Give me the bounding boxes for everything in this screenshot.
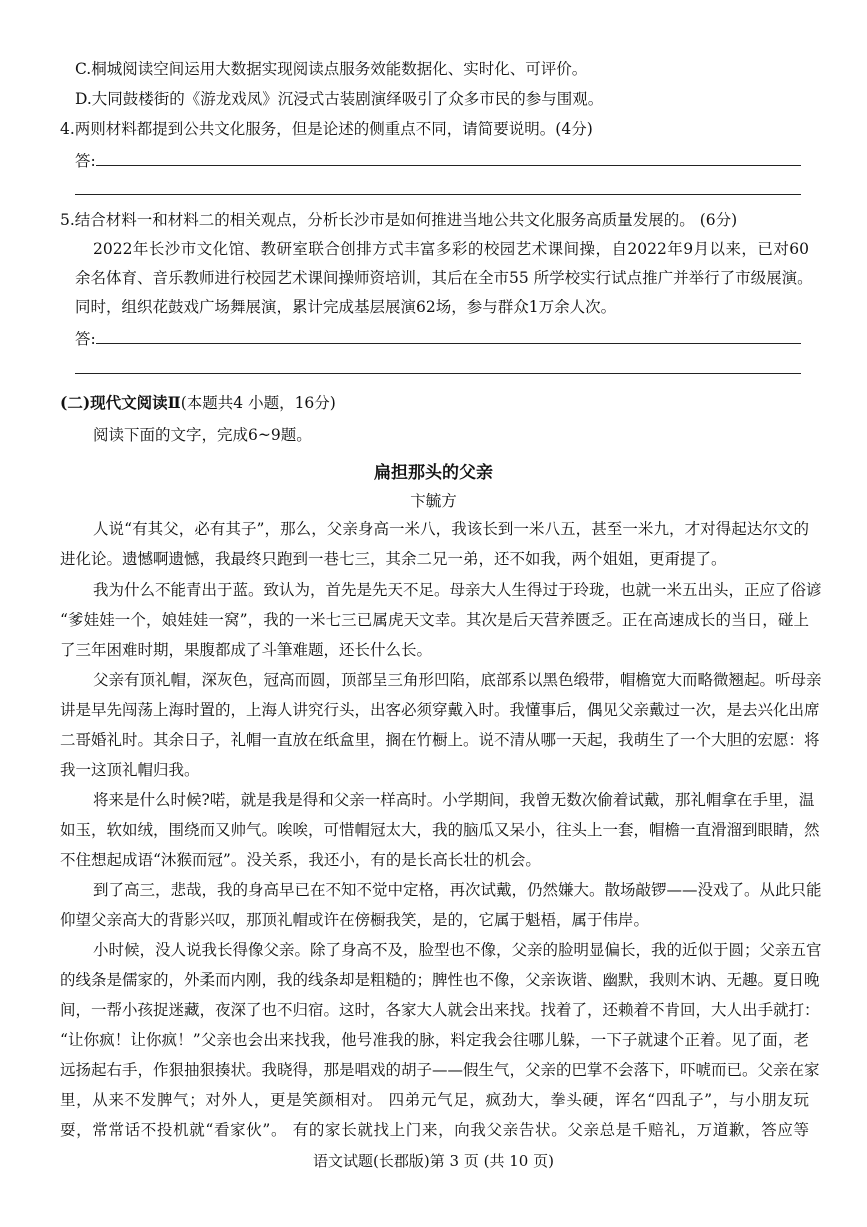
q5-material-line: 2022年长沙市文化馆、教研室联合创排方式丰富多彩的校园艺术课间操，自2022年9月以来，已对60 bbox=[93, 240, 809, 258]
article-line: 了三年困难时期，果腹都成了斗筆难题，还长什么长。 bbox=[60, 641, 433, 659]
question-5: 5.结合材料一和材料二的相关观点，分析长沙市是如何推进当地公共文化服务高质量发展的。 (6分) bbox=[60, 211, 738, 229]
article-line: 的线条是儒家的，外柔而内刚，我的线条却是粗糙的；脾性也不像，父亲诙谐、幽默，我则木讷、无趣。夏日晚 bbox=[60, 971, 820, 989]
article-line: 我一这顶礼帽归我。 bbox=[60, 761, 200, 779]
article-title: 扁担那头的父亲 bbox=[374, 463, 493, 483]
q5-answer-label: 答: bbox=[75, 330, 96, 348]
option-d: D.大同鼓楼街的《游龙戏凤》沉浸式古装剧演绎吸引了众多市民的参与围观。 bbox=[75, 90, 604, 108]
option-c: C.桐城阅读空间运用大数据实现阅读点服务效能数据化、实时化、可评价。 bbox=[75, 60, 588, 78]
article-line: 耍，常常话不投机就“看家伙”。 有的家长就找上门来，向我父亲告状。父亲总是千赔礼，万道歉，答应等 bbox=[60, 1121, 809, 1139]
article-line: “爹娃娃一个，娘娃娃一窝”，我的一米七三已属虎天文幸。其次是后天营养匮乏。正在高速成长的当日，碰上 bbox=[60, 611, 809, 629]
section-heading bbox=[60, 391, 336, 413]
q4-answer-line-2[interactable] bbox=[75, 194, 801, 195]
article-line: 进化论。遗憾啊遗憾，我最终只跑到一巷七三，其余二兄一弟，还不如我，两个姐姐，更甭提了。 bbox=[60, 550, 727, 568]
article-line: 仰望父亲高大的背影兴叹，那顶礼帽或许在傍橱我笑，是的，它属于魁梧，属于伟岸。 bbox=[60, 911, 650, 929]
article-author: 卞毓方 bbox=[410, 492, 457, 510]
page-footer: 语文试题(长郡版)第 3 页 (共 10 页) bbox=[313, 1152, 554, 1170]
q5-answer-line-1[interactable] bbox=[96, 343, 801, 344]
reading-instruction: 阅读下面的文字，完成6~9题。 bbox=[93, 426, 312, 444]
article-line: 里，从来不发脾气；对外人，更是笑颜相对。 四弟元气足，疯劲大，拳头硬，诨名“四乱子”，与小朋友玩 bbox=[60, 1091, 809, 1109]
article-line: 不住想起成语“沐猴而冠”。没关系，我还小，有的是长高长壮的机会。 bbox=[60, 851, 541, 869]
section-note: (本题共4 小题，16分) bbox=[180, 394, 336, 412]
article-line: 远扬起右手，作狠抽狠揍状。我晓得，那是唱戏的胡子——假生气，父亲的巴掌不会落下，吓唬而已。父亲在家 bbox=[60, 1061, 820, 1079]
article-line: 间，一帮小孩捉迷藏，夜深了也不归宿。这时，各家大人就会出来找。找着了，还赖着不肯回，大人出手就打： bbox=[60, 1001, 820, 1019]
q4-answer-line-1[interactable] bbox=[96, 165, 801, 166]
q5-answer-line-2[interactable] bbox=[75, 373, 801, 374]
article-line: 到了高三，悲哉，我的身高早已在不知不觉中定格，再次试戴，仍然嫌大。散场敲锣——没戏了。从此只能 bbox=[93, 881, 822, 899]
q4-answer-label: 答: bbox=[75, 152, 96, 170]
question-4: 4.两则材料都提到公共文化服务，但是论述的侧重点不同，请简要说明。(4分) bbox=[60, 120, 593, 138]
article-line: 二哥婚礼时。其余日子，礼帽一直放在纸盒里，搁在竹橱上。说不清从哪一天起，我萌生了一个大胆的宏愿：将 bbox=[60, 731, 820, 749]
article-line: 父亲有顶礼帽，深灰色，冠高而圆，顶部呈三角形凹陷，底部系以黑色缎带，帽檐宽大而略微翘起。听母亲 bbox=[93, 671, 822, 689]
article-line: 将来是什么时候?喏，就是我是得和父亲一样高时。小学期间，我曾无数次偷着试戴，那礼帽拿在手里，温 bbox=[93, 791, 815, 809]
article-line: 人说“有其父，必有其子”，那么，父亲身高一米八，我该长到一米八五，甚至一米九，才对得起达尔文的 bbox=[93, 520, 809, 538]
q5-material-line: 同时，组织花鼓戏广场舞展演，累计完成基层展演62场，参与群众1万余人次。 bbox=[75, 298, 617, 316]
article-line: 我为什么不能青出于蓝。致认为，首先是先天不足。母亲大人生得过于玲珑，也就一米五出头，正应了俗谚 bbox=[93, 581, 822, 599]
article-line: 讲是早先闯荡上海时置的，上海人讲究行头，出客必须穿戴入时。我懂事后，偶见父亲戴过一次，是去兴化出席 bbox=[60, 701, 820, 719]
q5-material-line: 余名体育、音乐教师进行校园艺术课间操师资培训，其后在全市55 所学校实行试点推广并举行了市级展演。 bbox=[75, 269, 813, 287]
article-line: 如玉，软如绒，围绕而又帅气。唉唉，可惜帽冠太大，我的脑瓜又呆小，往头上一套，帽檐一直滑溜到眼睛，然 bbox=[60, 821, 820, 839]
article-line: “让你疯！让你疯！”父亲也会出来找我，他号准我的脉，料定我会往哪儿躲，一下子就逮个正着。见了面，老 bbox=[60, 1031, 809, 1049]
article-line: 小时候，没人说我长得像父亲。除了身高不及，脸型也不像，父亲的脸明显偏长，我的近似于圆；父亲五官 bbox=[93, 941, 822, 959]
section-title: (二)现代文阅读Ⅱ bbox=[60, 393, 181, 412]
